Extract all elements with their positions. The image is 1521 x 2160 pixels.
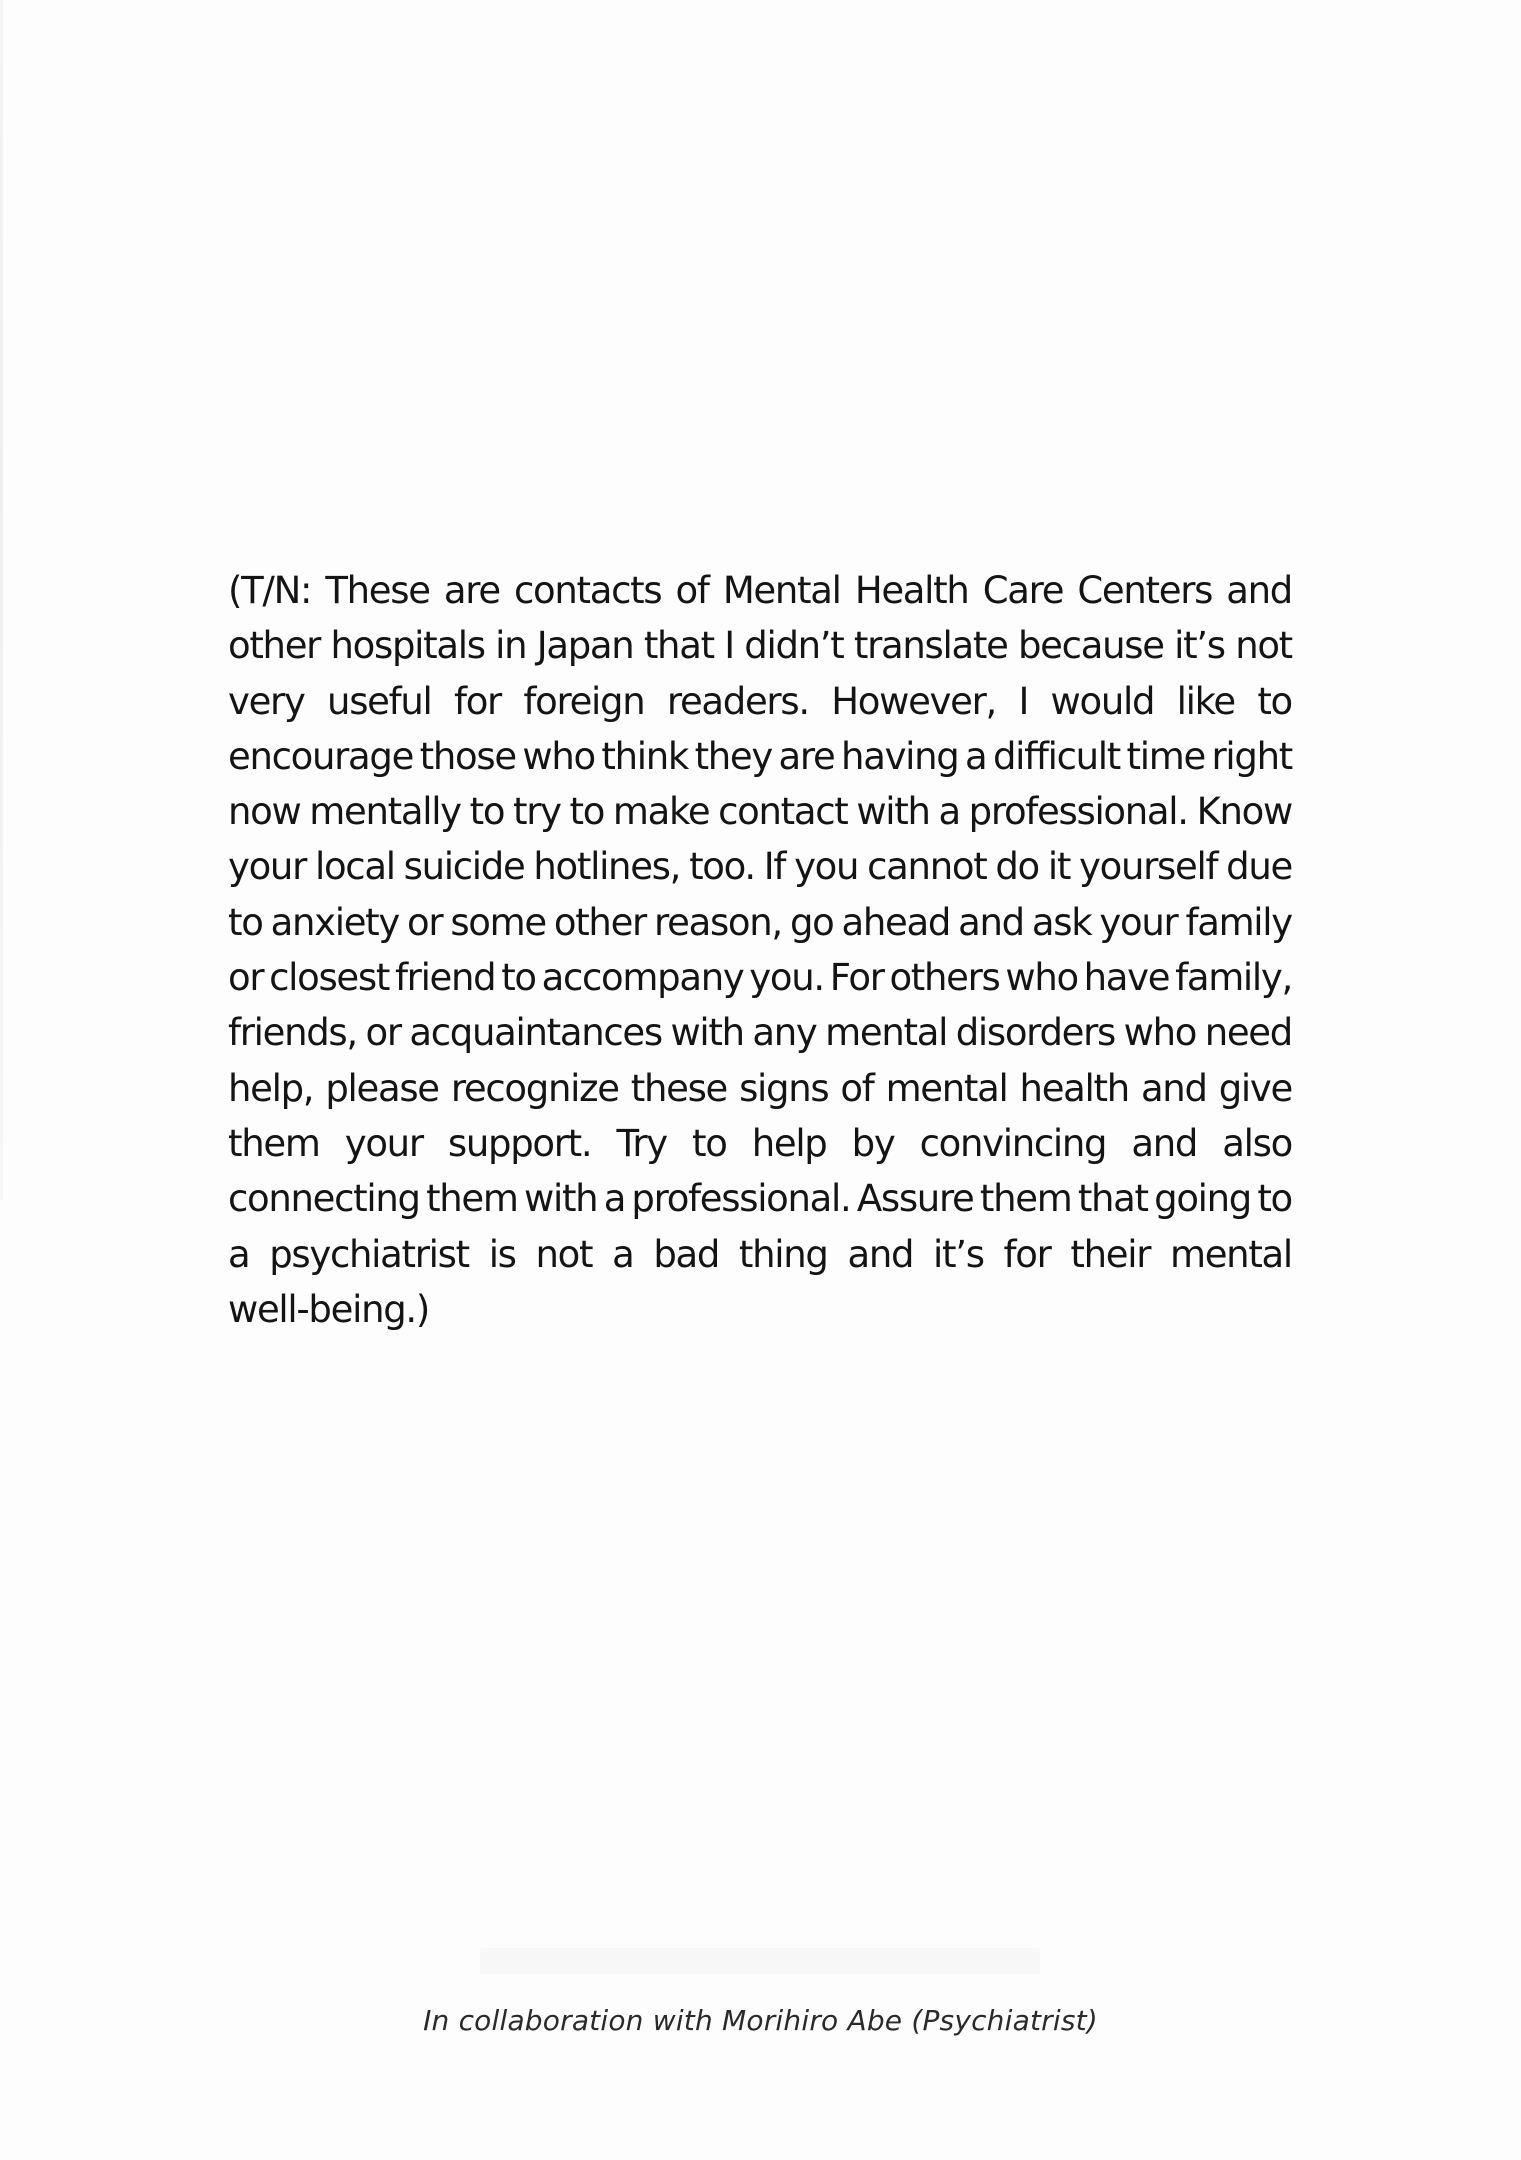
note-word: who [522,734,595,778]
note-word: try [512,790,561,834]
note-word: because [1018,624,1164,668]
note-word: in [495,624,527,668]
note-word: are [443,569,500,612]
note-word: family [1185,900,1292,944]
note-word: acquaintances [409,1011,662,1055]
note-word: not [1235,624,1292,668]
note-word: contact [718,790,848,834]
note-word: suicide [403,845,525,889]
faded-bleed-through [480,1948,1040,1974]
note-word: a [965,734,987,778]
note-word: signs [739,1066,829,1110]
note-word: well-being.) [228,1287,429,1331]
note-word: or [365,1011,401,1055]
note-line [228,1061,1292,1116]
note-line [228,674,1292,729]
note-word: it [1047,845,1071,889]
note-word: for [1003,1232,1051,1276]
note-word: would [1050,679,1155,723]
note-word: go [789,900,834,944]
note-word: friends, [228,1011,357,1055]
note-word: For [829,956,884,1000]
note-line [228,1005,1292,1060]
note-word: ask [1031,900,1092,944]
note-word: translate [853,624,1008,668]
note-word: do [995,845,1039,889]
note-word: accompany [541,956,744,1000]
note-word: mental [825,1011,948,1055]
note-word: by [851,1121,895,1165]
note-word: Care [982,569,1064,612]
note-word: with [524,1177,598,1221]
note-word: connecting [228,1177,420,1221]
note-word: help, [228,1066,314,1110]
note-word: time [1126,734,1205,778]
note-word: mentally [309,790,461,834]
note-word: please [325,1066,439,1110]
note-word: local [314,845,395,889]
note-word: going [1154,1177,1251,1221]
note-line [228,618,1292,673]
note-word: Try [616,1121,667,1165]
note-word: health [1019,1066,1129,1110]
note-word: or [407,900,443,944]
note-word: bad [653,1232,720,1276]
note-word: due [1226,845,1292,889]
note-word: and [1131,1121,1198,1165]
note-word: foreign [523,679,645,723]
note-word: recognize [450,1066,619,1110]
note-word: they [694,734,772,778]
note-word: who [1123,1011,1197,1055]
note-word: Assure [856,1177,974,1221]
note-word: a [612,1232,634,1276]
note-word: However, [831,679,996,723]
note-word: other [553,900,646,944]
note-line [228,950,1292,1005]
note-word: give [1218,1066,1292,1110]
note-word: like [1176,679,1235,723]
note-word: are [778,734,835,778]
note-word: or [228,956,264,1000]
note-line [228,1116,1292,1171]
note-word: too. [689,845,755,889]
note-word: others [889,956,1000,1000]
note-word: hotlines, [533,845,681,889]
collaboration-credit: In collaboration with Morihiro Abe (Psychiatrist) [423,2004,1098,2037]
note-word: need [1204,1011,1292,1055]
note-word: professional. [631,1177,851,1221]
note-word: I [1018,679,1029,723]
note-word: convincing [919,1121,1107,1165]
note-word: and [1140,1066,1207,1110]
note-word: right [1211,734,1292,778]
note-word: not [535,1232,593,1276]
note-word: professional. [968,790,1188,834]
note-word: now [228,790,301,834]
note-word: anxiety [270,900,399,944]
note-line [228,895,1292,950]
note-word: some [450,900,546,944]
note-line [228,1171,1292,1226]
note-word: their [1070,1232,1151,1276]
note-word: (T/N: [228,569,312,612]
note-word: didn’t [744,624,844,668]
note-word: that [643,624,714,668]
note-word: it’s [933,1232,984,1276]
note-word: to [1257,1177,1292,1221]
note-word: cannot [867,845,987,889]
note-word: mental [885,1066,1008,1110]
note-word: you [794,845,859,889]
note-word: If [763,845,786,889]
note-word: to [692,1121,727,1165]
note-word: Centers [1077,569,1213,612]
note-word: that [1077,1177,1148,1221]
note-word: mental [1169,1232,1292,1276]
note-word: also [1222,1121,1292,1165]
note-word: any [752,1011,817,1055]
note-word: a [938,790,960,834]
note-line [228,839,1292,894]
note-word: family, [1175,956,1292,1000]
note-line [228,729,1292,784]
note-word: those [419,734,516,778]
note-word: it’s [1174,624,1225,668]
note-word: your [1099,900,1178,944]
note-word: them [228,1121,320,1165]
note-word: your [228,845,306,889]
note-word: yourself [1079,845,1218,889]
note-word: difficult [992,734,1120,778]
note-word: with [670,1011,744,1055]
note-word: who [1005,956,1078,1000]
note-line [228,1227,1292,1282]
note-word: Health [854,569,969,612]
note-word: psychiatrist [269,1232,469,1276]
note-line [228,784,1292,839]
note-word: to [501,956,536,1000]
note-word: disorders [955,1011,1115,1055]
note-word: contacts [514,569,662,612]
note-word: a [228,1232,250,1276]
note-word: having [841,734,959,778]
note-word: Japan [536,624,634,668]
note-word: you. [749,956,824,1000]
note-word: them [426,1177,518,1221]
scan-edge-shadow [0,0,3,1200]
note-word: for [453,679,501,723]
note-word: a [603,1177,626,1221]
note-word: very [228,679,305,723]
note-word: have [1083,956,1170,1000]
note-word: your [344,1121,423,1165]
note-word: them [979,1177,1072,1221]
note-word: These [325,569,430,612]
note-word: and [958,900,1024,944]
note-word: ahead [841,900,951,944]
note-word: Mental [722,569,841,612]
note-word: help [751,1121,827,1165]
note-word: to [469,790,505,834]
note-word: hospitals [330,624,485,668]
note-word: these [630,1066,728,1110]
note-word: with [856,790,930,834]
note-word: thing [738,1232,828,1276]
note-word: readers. [666,679,809,723]
note-word: is [488,1232,516,1276]
note-word: Know [1196,790,1292,834]
note-word: support. [447,1121,592,1165]
note-word: to [569,790,605,834]
note-word: to [228,900,263,944]
note-word: make [612,790,710,834]
note-word: to [1257,679,1292,723]
note-word: friend [394,956,496,1000]
translator-note [228,563,1292,1337]
note-word: useful [327,679,432,723]
note-word: of [675,569,709,612]
note-line [228,1282,1292,1337]
note-word: and [1226,569,1292,612]
note-word: reason, [654,900,782,944]
note-word: I [724,624,734,668]
note-word: of [840,1066,874,1110]
note-word: other [228,624,321,668]
note-word: encourage [228,734,414,778]
note-line [228,563,1292,618]
note-word: think [601,734,688,778]
note-word: and [847,1232,914,1276]
note-word: closest [269,956,390,1000]
